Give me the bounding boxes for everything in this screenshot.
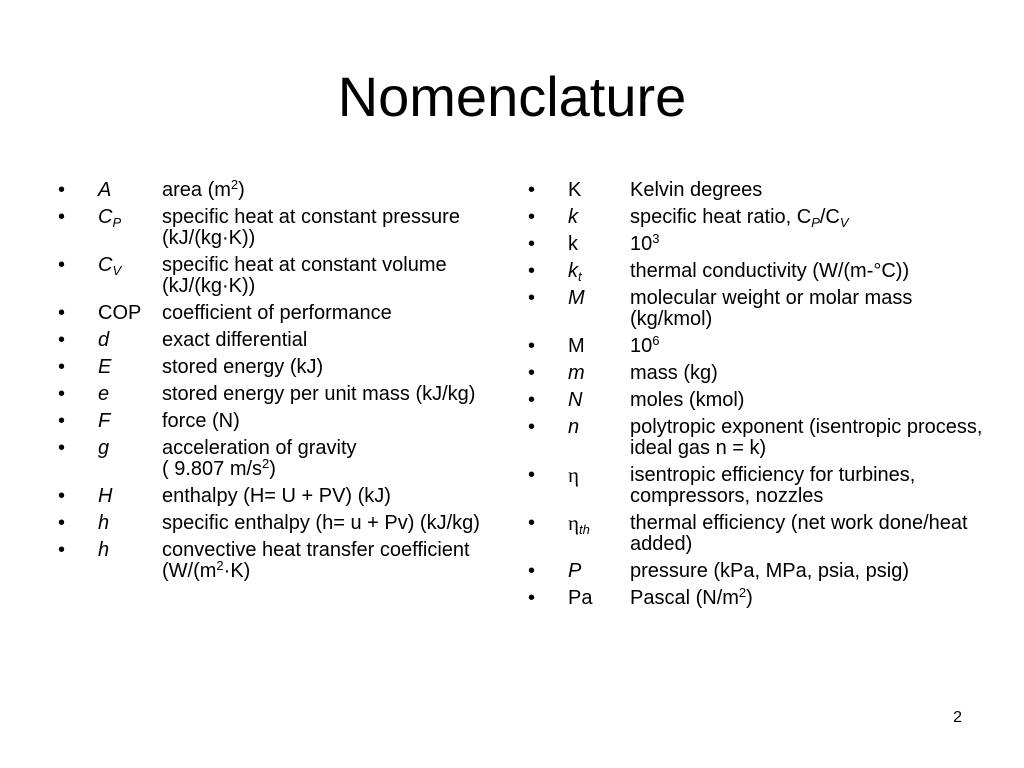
symbol: e [98,383,110,405]
list-item [58,357,508,378]
list-item [528,585,998,609]
bullet-icon: • [528,287,536,309]
bullet-icon: • [58,410,66,432]
bullet-icon: • [528,179,536,201]
page-number: 2 [953,709,962,726]
symbol: N [568,389,583,411]
list-item [528,513,998,555]
list-item [528,207,998,228]
definition: stored energy per unit mass (kJ/kg) [162,383,476,405]
definition: polytropic exponent (isentropic process, ideal gas n = k) [630,416,983,459]
symbol: g [98,437,110,459]
list-item [58,255,508,297]
definition: specific heat at constant volume (kJ/(kg·K)) [162,254,447,297]
bullet-icon: • [528,335,536,357]
symbol: K [568,179,582,201]
list-item [528,180,998,201]
symbol: η [568,463,579,487]
symbol: d [98,329,110,351]
symbol: E [98,356,112,378]
bullet-icon: • [58,206,66,228]
bullet-icon: • [528,362,536,384]
symbol: k [568,206,578,228]
definition: specific heat ratio, $C_P/C_V$ [630,206,849,230]
bullet-icon: • [528,587,536,609]
list-item [58,177,508,201]
definition: Pascal $(N/m^2)$ [630,585,753,609]
bullet-icon: • [528,416,536,438]
bullet-icon: • [58,437,66,459]
definition: acceleration of gravity ( 9.807 $m/s^2$) [162,437,357,480]
bullet-icon: • [528,389,536,411]
symbol: k [568,233,578,255]
list-item [528,417,998,459]
slide-title: Nomenclature [337,65,687,128]
nomenclature-list-right [528,180,998,615]
definition: $10^3$ [630,231,660,255]
symbol: P [568,560,582,582]
bullet-icon: • [58,512,66,534]
bullet-icon: • [58,179,66,201]
nomenclature-list-left [58,177,508,588]
bullet-icon: • [528,464,536,486]
list-item [528,231,998,255]
definition: moles (kmol) [630,389,745,411]
bullet-icon: • [528,512,536,534]
definition: enthalpy (H= U + PV) (kJ) [162,485,391,507]
definition: molecular weight or molar mass (kg/kmol) [630,287,913,330]
bullet-icon: • [528,233,536,255]
definition: area $(m^2)$ [162,177,245,201]
bullet-icon: • [528,260,536,282]
list-item [528,288,998,330]
symbol: F [98,410,111,432]
symbol: COP [98,302,142,324]
bullet-icon: • [58,302,66,324]
definition: isentropic efficiency for turbines, compressors, nozzles [630,464,916,507]
definition: coefficient of performance [162,302,392,324]
list-item [58,207,508,249]
definition: force (N) [162,410,240,432]
symbol: $\eta_{th}$ [568,511,590,537]
list-item [58,513,508,534]
symbol: $C_P$ [98,206,122,230]
list-item [528,333,998,357]
symbol: $C_V$ [98,254,122,278]
list-item [58,330,508,351]
list-item [58,438,508,480]
definition: exact differential [162,329,308,351]
definition: specific heat at constant pressure (kJ/(kg·K)) [162,206,460,249]
definition: $10^6$ [630,333,660,357]
bullet-icon: • [58,356,66,378]
definition: Kelvin degrees [630,179,763,201]
list-item [528,465,998,507]
bullet-icon: • [528,206,536,228]
bullet-icon: • [58,254,66,276]
list-item [58,486,508,507]
list-item [58,303,508,324]
list-item [528,363,998,384]
symbol: $k_t$ [568,260,582,284]
symbol: h [98,539,110,561]
symbol: n [568,416,580,438]
definition: pressure (kPa, MPa, psia, psig) [630,560,909,582]
list-item [58,540,508,582]
symbol: Pa [568,587,593,609]
symbol: M [568,287,585,309]
symbol: A [98,179,112,201]
definition: thermal efficiency (net work done/heat added) [630,512,968,555]
symbol: h [98,512,110,534]
symbol: M [568,335,585,357]
list-item [528,561,998,582]
symbol: m [568,362,585,384]
list-item [528,261,998,282]
definition: convective heat transfer coefficient ($W/(m^2\cdot K)$ [162,539,470,582]
bullet-icon: • [58,539,66,561]
list-item [58,411,508,432]
symbol: H [98,485,113,507]
bullet-icon: • [58,329,66,351]
definition: specific enthalpy (h= u + Pv) (kJ/kg) [162,512,480,534]
definition: mass (kg) [630,362,718,384]
bullet-icon: • [58,485,66,507]
definition: thermal conductivity (W/(m-°C)) [630,260,910,282]
bullet-icon: • [58,383,66,405]
list-item [528,390,998,411]
definition: stored energy (kJ) [162,356,324,378]
bullet-icon: • [528,560,536,582]
list-item [58,384,508,405]
